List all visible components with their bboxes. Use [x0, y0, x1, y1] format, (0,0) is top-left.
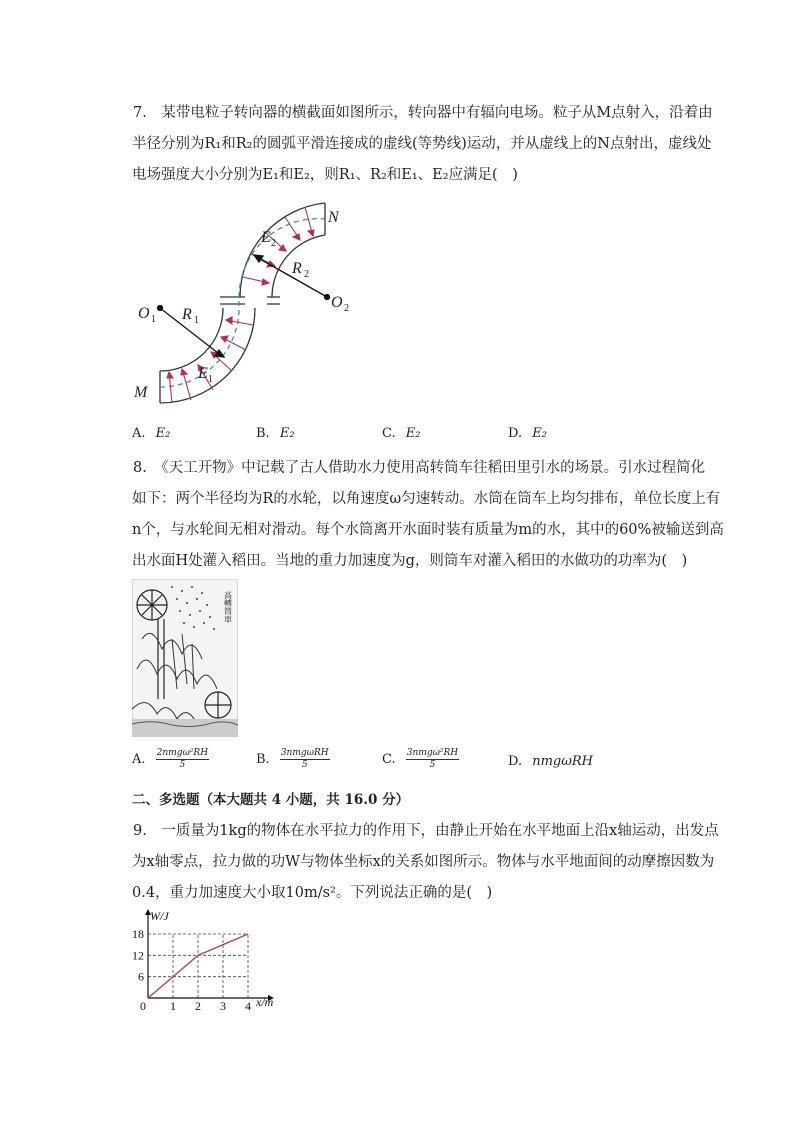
y-tick-label: 6	[138, 969, 144, 984]
q7-option-c[interactable]	[382, 426, 420, 441]
option-fraction	[406, 748, 459, 771]
label-E2-sub: 2	[271, 238, 276, 249]
option-letter: A.	[132, 752, 146, 767]
q7-line-2: 半径分别为R₁和R₂的圆弧平滑连接成的虚线(等势线)运动，并从虚线上的N点射出，虚线处	[132, 136, 712, 152]
q8-option-d[interactable]	[508, 754, 593, 769]
option-text: nmgωRH	[532, 754, 593, 769]
q7-line-1: 7. 某带电粒子转向器的横截面如图所示，转向器中有辐向电场。粒子从M点射入，沿着由	[133, 105, 713, 121]
x-tick-label: 0	[140, 999, 146, 1012]
chart-xlabel: x/m	[256, 995, 274, 1009]
fraction-denominator: 5	[301, 760, 308, 770]
section-title-multiple-choice: 二、多选题（本大题共 4 小题，共 16.0 分）	[132, 792, 410, 808]
label-N: N	[328, 209, 339, 226]
fraction-denominator: 5	[179, 760, 186, 770]
label-O2: O	[331, 294, 343, 311]
option-text: E₂	[155, 426, 171, 441]
q9-work-position-chart	[126, 908, 286, 1012]
q7-particle-deflector-figure	[120, 195, 380, 425]
x-tick-label: 2	[195, 999, 201, 1012]
option-letter: D.	[508, 754, 523, 769]
q9-line-2: 为x轴零点，拉力做的功W与物体坐标x的关系如图所示。物体与水平地面间的动摩擦因数为	[132, 854, 715, 870]
label-R1: R	[182, 306, 192, 323]
fraction-numerator: 2nmgω²RH	[156, 748, 209, 758]
chart-ylabel: W/J	[150, 909, 169, 923]
q8-option-a[interactable]	[132, 748, 209, 771]
q7-option-b[interactable]	[256, 426, 295, 441]
q8-line-3: n个，与水轮间无相对滑动。每个水筒离开水面时装有质量为m的水，其中的60%被输送到高	[132, 522, 724, 538]
label-E1-sub: 1	[208, 374, 213, 385]
y-tick-label: 12	[132, 948, 144, 963]
q8-line-4: 出水面H处灌入稻田。当地的重力加速度为g，则筒车对灌入稻田的水做功的功率为( )	[132, 553, 688, 569]
fraction-denominator: 5	[429, 760, 436, 770]
x-tick-label: 3	[220, 999, 226, 1012]
fraction-numerator: 3nmgωRH	[280, 748, 329, 758]
option-letter: B.	[256, 752, 270, 767]
q7-option-d[interactable]	[508, 426, 547, 441]
label-E2: E	[261, 229, 271, 246]
label-E1: E	[198, 365, 208, 382]
q8-line-1: 8. 《天工开物》中记载了古人借助水力使用高转筒车往稻田里引水的场景。引水过程简化	[133, 460, 706, 476]
q8-option-b[interactable]	[256, 748, 330, 771]
option-letter: A.	[132, 426, 146, 441]
option-fraction	[156, 748, 209, 771]
y-tick-label: 18	[132, 927, 144, 941]
x-tick-label: 1	[170, 999, 176, 1012]
label-M: M	[134, 384, 148, 401]
label-O2-sub: 2	[344, 303, 349, 314]
label-O1: O	[138, 305, 150, 322]
upper-arc-channel	[220, 203, 325, 304]
q9-line-3: 0.4，重力加速度大小取10m/s²。下列说法正确的是( )	[132, 885, 493, 901]
label-R2-sub: 2	[304, 269, 309, 280]
option-text: E₂	[532, 426, 547, 441]
label-R2: R	[292, 260, 302, 277]
chart-grid	[148, 934, 248, 998]
option-text: E₂	[405, 426, 421, 441]
q8-option-c[interactable]	[382, 748, 459, 771]
option-text: E₂	[279, 426, 295, 441]
option-letter: C.	[382, 426, 396, 441]
option-letter: D.	[508, 426, 523, 441]
q9-line-1: 9. 一质量为1kg的物体在水平拉力的作用下，由静止开始在水平地面上沿x轴运动，出发点	[133, 823, 719, 839]
option-fraction	[280, 748, 330, 771]
woodcut-caption: 高轉筒車	[223, 591, 233, 623]
option-letter: C.	[382, 752, 396, 767]
x-tick-label: 4	[245, 999, 251, 1012]
fraction-numerator: 3nmgω²RH	[406, 748, 459, 758]
q7-line-3: 电场强度大小分别为E₁和E₂，则R₁、R₂和E₁、E₂应满足( )	[132, 167, 518, 183]
option-letter: B.	[256, 426, 270, 441]
waterwheel-woodcut-image	[132, 579, 238, 737]
q8-line-2: 如下：两个半径均为R的水轮，以角速度ω匀速转动。水筒在筒车上均匀排布，单位长度上有	[132, 491, 721, 507]
label-R1-sub: 1	[194, 315, 199, 326]
label-O1-sub: 1	[151, 314, 156, 325]
q7-option-a[interactable]	[132, 426, 170, 441]
